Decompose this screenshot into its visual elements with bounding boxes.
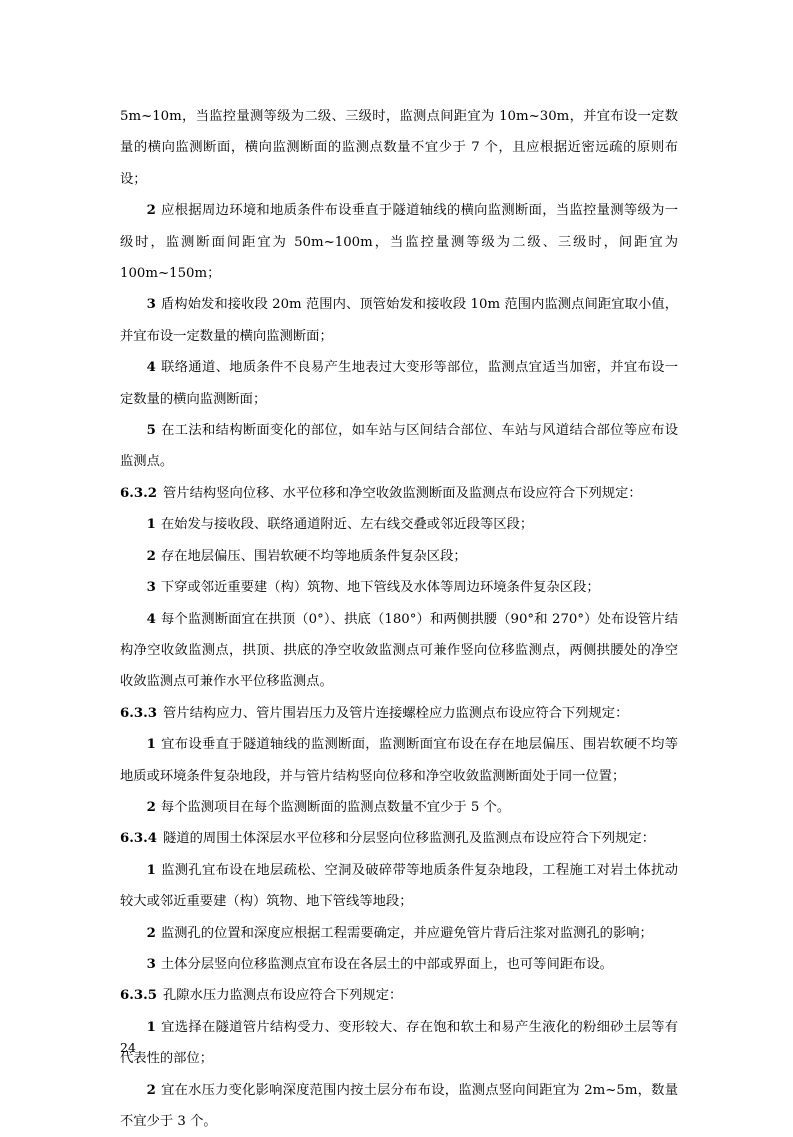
item-number: 2 xyxy=(146,203,156,219)
item-text: 下穿或邻近重要建（构）筑物、地下管线及水体等周边环境条件复杂区段； xyxy=(160,580,600,596)
item-text: 在工法和结构断面变化的部位，如车站与区间结合部位、车站与风道结合部位等应布设监测点。 xyxy=(120,423,678,470)
item-number: 3 xyxy=(146,297,156,313)
item-text: 监测孔的位置和深度应根据工程需要确定，并应避免管片背后注浆对监测孔的影响； xyxy=(160,925,653,941)
item-number: 4 xyxy=(146,611,156,627)
section-number: 6.3.2 xyxy=(120,485,158,501)
section-number: 6.3.5 xyxy=(120,988,158,1004)
item-number: 2 xyxy=(146,799,156,815)
list-item xyxy=(120,604,678,698)
list-item xyxy=(120,1012,678,1075)
item-number: 4 xyxy=(146,360,156,376)
item-text: 土体分层竖向位移监测点宜布设在各层土的中部或界面上，也可等间距布设。 xyxy=(160,956,613,972)
list-item xyxy=(120,792,678,823)
section-text: 隧道的周围土体深层水平位移和分层竖向位移监测孔及监测点布设应符合下列规定： xyxy=(163,831,655,847)
section-number: 6.3.4 xyxy=(120,831,158,847)
paragraph-continuation: 5m~10m，当监控量测等级为二级、三级时，监测点间距宜为 10m~30m，并宜布设一定数量的横向监测断面，横向监测断面的监测点数量不宜少于 7 个，且应根据近密远疏的原则布设； xyxy=(120,109,678,187)
item-number: 3 xyxy=(146,580,156,596)
list-item xyxy=(120,195,678,289)
section-text: 管片结构应力、管片围岩压力及管片连接螺栓应力监测点布设应符合下列规定： xyxy=(163,705,629,721)
item-text: 每个监测断面宜在拱顶（0°）、拱底（180°）和两侧拱腰（90°和 270°）处布设管片结构净空收敛监测点，拱顶、拱底的净空收敛监测点可兼作竖向位移监测点，两侧拱腰处的净空收敛监测点可兼作水平位移监测点。 xyxy=(120,611,678,690)
list-item xyxy=(120,1075,678,1137)
list-item xyxy=(120,572,678,603)
item-text: 存在地层偏压、围岩软硬不均等地质条件复杂区段； xyxy=(160,548,467,564)
item-text: 监测孔宜布设在地层疏松、空洞及破碎带等地质条件复杂地段，工程施工对岩土体扰动较大或邻近重要建（构）筑物、地下管线等地段； xyxy=(120,862,678,910)
item-text: 盾构始发和接收段 20m 范围内、顶管始发和接收段 10m 范围内监测点间距宜取小值，并宜布设一定数量的横向监测断面； xyxy=(120,297,678,344)
item-text: 应根据周边环境和地质条件布设垂直于隧道轴线的横向监测断面，当监控量测等级为一级时，监测断面间距宜为 50m~100m，当监控量测等级为二级、三级时，间距宜为 100m~150m； xyxy=(120,203,678,282)
section-number: 6.3.3 xyxy=(120,705,158,721)
item-number: 2 xyxy=(146,1082,156,1098)
item-text: 宜布设垂直于隧道轴线的监测断面，监测断面宜布设在存在地层偏压、围岩软硬不均等地质或环境条件复杂地段，并与管片结构竖向位移和净空收敛监测断面处于同一位置； xyxy=(120,737,678,784)
section-clause xyxy=(120,698,678,729)
item-number: 3 xyxy=(146,956,156,972)
item-text: 宜在水压力变化影响深度范围内按土层分布布设，监测点竖向间距宜为 2m~5m，数量不宜少于 3 个。 xyxy=(120,1082,678,1129)
list-item xyxy=(120,509,678,540)
document-body xyxy=(120,101,678,1137)
list-item xyxy=(120,289,678,352)
list-item xyxy=(120,949,678,980)
item-number: 2 xyxy=(146,925,156,941)
item-number: 1 xyxy=(146,862,156,878)
section-clause xyxy=(120,823,678,854)
page-number: 24 xyxy=(120,1040,136,1055)
item-text: 每个监测项目在每个监测断面的监测点数量不宜少于 5 个。 xyxy=(160,799,511,815)
list-item xyxy=(120,918,678,949)
list-item xyxy=(120,541,678,572)
list-item xyxy=(120,855,678,918)
item-number: 2 xyxy=(146,548,156,564)
list-item xyxy=(120,352,678,415)
item-text: 联络通道、地质条件不良易产生地表过大变形等部位，监测点宜适当加密，并宜布设一定数量的横向监测断面； xyxy=(120,360,678,407)
section-clause xyxy=(120,980,678,1011)
section-clause xyxy=(120,478,678,509)
section-text: 管片结构竖向位移、水平位移和净空收敛监测断面及监测点布设应符合下列规定： xyxy=(163,485,642,501)
section-text: 孔隙水压力监测点布设应符合下列规定： xyxy=(163,988,403,1004)
item-text: 在始发与接收段、联络通道附近、左右线交叠或邻近段等区段； xyxy=(160,517,534,533)
item-number: 1 xyxy=(146,737,156,753)
item-text: 宜选择在隧道管片结构受力、变形较大、存在饱和软土和易产生液化的粉细砂土层等有代表性的部位； xyxy=(120,1019,678,1067)
item-number: 1 xyxy=(146,517,156,533)
item-number: 5 xyxy=(146,423,156,439)
item-number: 1 xyxy=(146,1019,156,1035)
list-item xyxy=(120,415,678,478)
list-item xyxy=(120,729,678,792)
